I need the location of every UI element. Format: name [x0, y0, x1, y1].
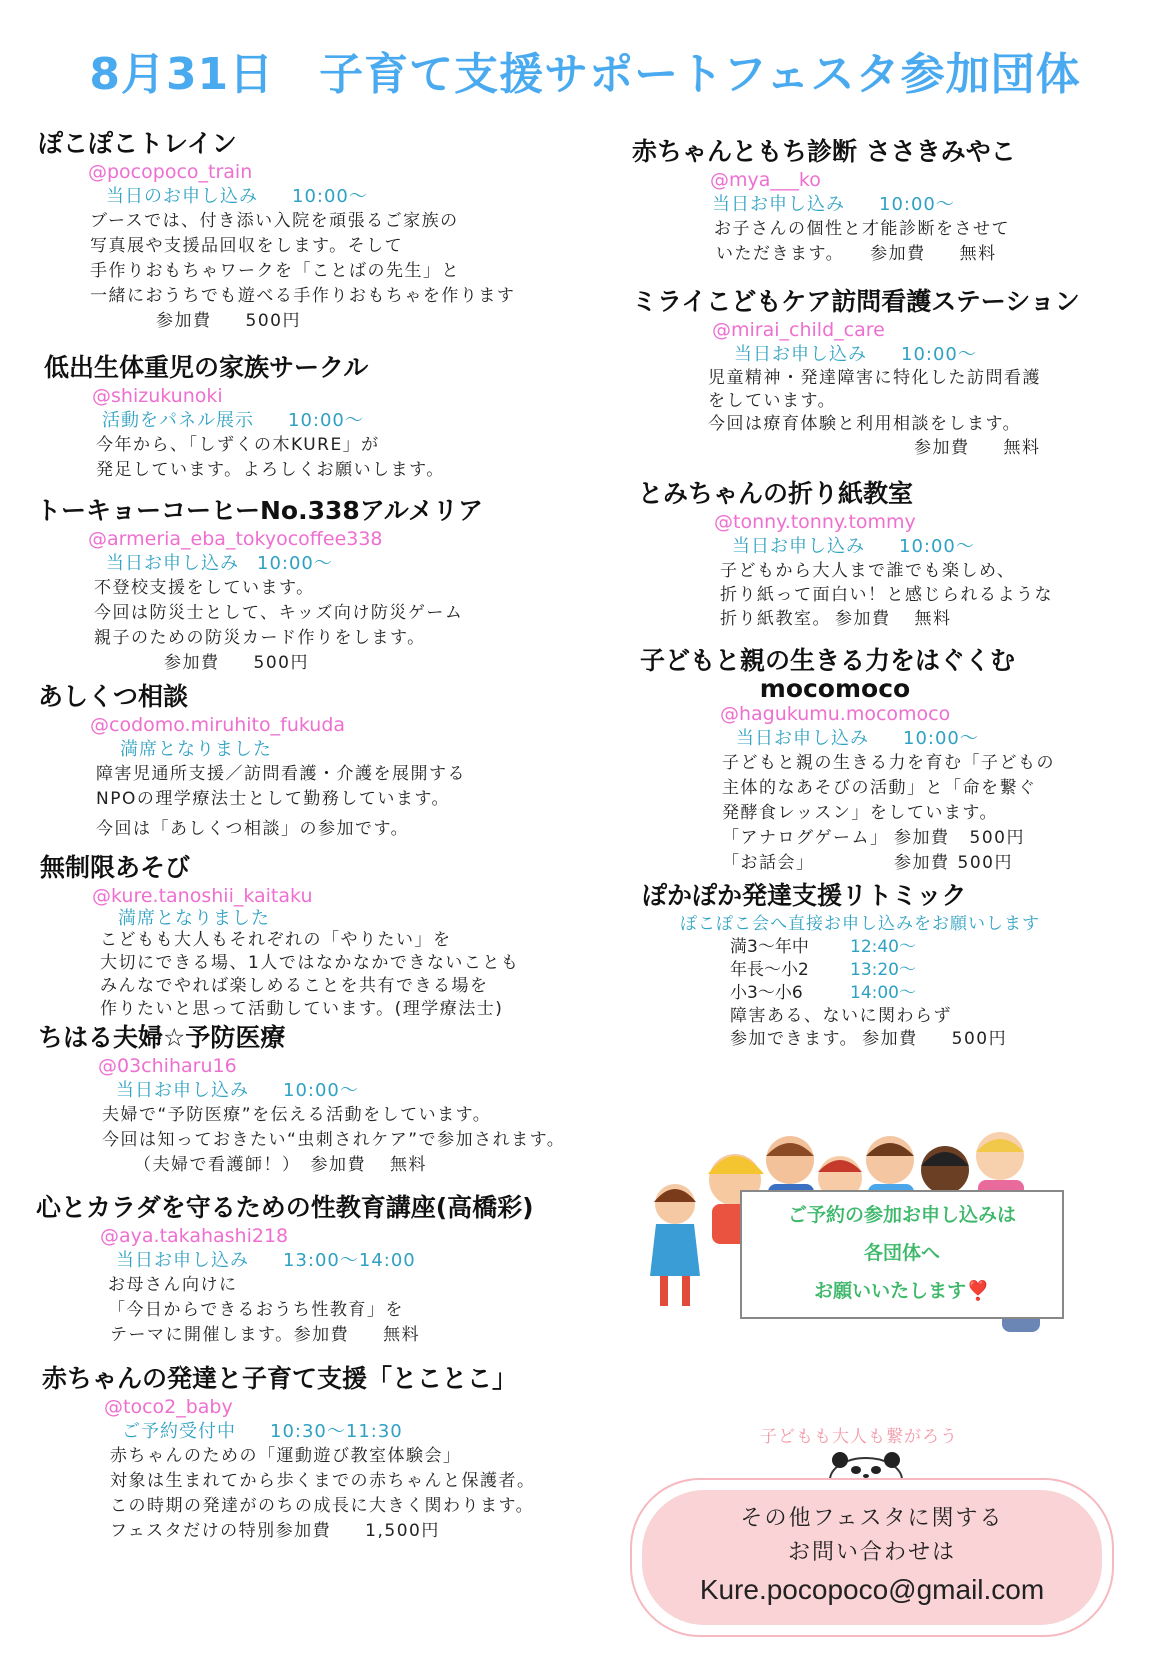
fee: 参加費 500円 — [164, 653, 309, 673]
entry-name: トーキョーコーヒーNo.338アルメリア — [36, 496, 484, 525]
entry-armeria: トーキョーコーヒーNo.338アルメリア @armeria_eba_tokyocoffee338 当日お申し込み 10:00～ 不登校支援をしています。 今回は防災士として、キッズ向け防災ゲーム 親子のための防災カード作りをします。 参加費 500円 — [36, 495, 483, 676]
entry-name: ぽかぽか発達支援リトミック — [642, 881, 967, 910]
fee: 参加できます。 参加費 500円 — [730, 1029, 1008, 1049]
entry-name: 赤ちゃんの発達と子育て支援「とことこ」 — [42, 1364, 518, 1393]
instagram-handle[interactable]: @codomo.miruhito_fukuda — [90, 714, 346, 736]
fee-row: 「お話会」 参加費 500円 — [722, 853, 1013, 873]
entry-chiharu: ちはる夫婦☆予防医療 @03chiharu16 当日お申し込み 10:00～ 夫婦で“予防医療”を伝える活動をしています。 今回は知っておきたい“虫刺されケア”で参加されます。 （夫婦で看護師！） 参加費 無料 — [38, 1022, 565, 1178]
instagram-handle[interactable]: @mya___ko — [710, 169, 821, 191]
instagram-handle[interactable]: @kure.tanoshii_kaitaku — [92, 885, 313, 907]
fee: フェスタだけの特別参加費 1,500円 — [110, 1521, 440, 1541]
entry-mochi-shindan: 赤ちゃんともち診断 ささきみやこ @mya___ko 当日お申し込み 10:00～ お子さんの個性と才能診断をさせて いただきます。 参加費 無料 — [632, 136, 1016, 267]
contact-line: お問い合わせは — [787, 1540, 956, 1565]
schedule: ぽこぽこ会へ直接お申し込みをお願いします — [680, 914, 1040, 934]
entry-origami: とみちゃんの折り紙教室 @tonny.tonny.tommy 当日お申し込み 10:00～ 子どもから大人まで誰でも楽しめ、 折り紙って面白い！と感じられるような 折り紙教室。 参加費 無料 — [638, 478, 1053, 632]
entry-ashikutsu: あしくつ相談 @codomo.miruhito_fukuda 満席となりました 障害児通所支援／訪問看護・介護を展開する NPOの理学療法士として勤務しています。 今回は「あしくつ相談」の参加です。 — [38, 682, 466, 839]
entry-museigen-asobi: 無制限あそび @kure.tanoshii_kaitaku 満席となりました こどもも大人もそれぞれの「やりたい」を 大切にできる場、1人ではなかなかできないことも みんなでやれば楽しめることを共有できる場を 作りたいと思って活動しています。(理学療法士) — [40, 853, 520, 1019]
entry-tokotoko: 赤ちゃんの発達と子育て支援「とことこ」 @toco2_baby ご予約受付中 10:30～11:30 赤ちゃんのための「運動遊び教室体験会」 対象は生まれてから歩くまでの赤ちゃんと保護者。 この時期の発達がのちの成長に大きく関わります。 フェスタだけの特別参加費 1,500円 — [42, 1363, 536, 1544]
tagline: 子どもも大人も繋がろう — [760, 1427, 958, 1447]
time-slot: 年長～小2 13:20～ — [730, 960, 916, 980]
entry-name: 心とカラダを守るための性教育講座(高橋彩) — [36, 1193, 534, 1222]
schedule: 満席となりました — [120, 739, 272, 760]
contact-email[interactable]: Kure.pocopoco@gmail.com — [699, 1574, 1045, 1605]
schedule: 当日お申し込み 10:00～ — [734, 344, 977, 365]
entry-name: とみちゃんの折り紙教室 — [638, 479, 914, 508]
schedule: 当日お申し込み 10:00～ — [736, 728, 979, 749]
sign-line: 各団体へ — [863, 1242, 940, 1264]
instagram-handle[interactable]: @shizukunoki — [92, 385, 223, 407]
entry-name-line2: mocomoco — [759, 674, 911, 703]
entry-name: ぽこぽこトレイン — [38, 129, 237, 158]
contact-line: その他フェスタに関する — [740, 1506, 1004, 1531]
instagram-handle[interactable]: @tonny.tonny.tommy — [714, 511, 916, 533]
schedule: 満席となりました — [118, 908, 270, 929]
schedule: 当日お申し込み 10:00～ — [712, 194, 955, 215]
time-slot: 満3～年中 12:40～ — [730, 937, 916, 957]
entry-name: 無制限あそび — [40, 853, 191, 882]
fee: 折り紙教室。 参加費 無料 — [720, 609, 952, 629]
fee-row: 「アナログゲーム」 参加費 500円 — [722, 828, 1025, 848]
schedule: 当日お申し込み 13:00～14:00 — [116, 1250, 416, 1271]
reservation-sign — [740, 1190, 1064, 1319]
entry-shizukunoki: 低出生体重児の家族サークル @shizukunoki 活動をパネル展示 10:00～ 今年から、「しずくの木KURE」が 発足しています。よろしくお願いします。 — [44, 353, 445, 480]
fee: 参加費 無料 — [914, 438, 1041, 458]
instagram-handle[interactable]: @aya.takahashi218 — [100, 1225, 289, 1247]
panda-icon — [826, 1446, 906, 1482]
entry-name: ミライこどもケア訪問看護ステーション — [632, 287, 1080, 316]
fee: テーマに開催します。参加費 無料 — [110, 1325, 421, 1345]
schedule: 当日お申し込み 10:00～ — [106, 553, 333, 574]
sign-line: ご予約の参加お申し込みは — [787, 1204, 1016, 1226]
instagram-handle[interactable]: @pocopoco_train — [88, 161, 253, 183]
fee: いただきます。 参加費 無料 — [716, 244, 997, 264]
entry-name: 子どもと親の生きる力をはぐくむ — [640, 646, 1016, 675]
instagram-handle[interactable]: @armeria_eba_tokyocoffee338 — [88, 528, 383, 550]
page-title: 8月31日 子育て支援サポートフェスタ参加団体 — [89, 49, 1081, 100]
schedule: 活動をパネル展示 10:00～ — [102, 410, 364, 431]
instagram-handle[interactable]: @mirai_child_care — [712, 319, 885, 341]
sign-line: お願いいたします❣️ — [814, 1280, 990, 1302]
entry-mocomoco: 子どもと親の生きる力をはぐくむ mocomoco @hagukumu.mocomoco 当日お申し込み 10:00～ 子どもと親の生きる力を育む「子どもの 主体的なあそびの活動」と「命を繋ぐ 発酵食レッスン」をしています。 「アナログゲーム」 参加費 500円 「お話会」 参加費 500円 — [640, 646, 1055, 876]
entry-name: あしくつ相談 — [38, 682, 189, 711]
entry-pokapoka-rhythmic: ぽかぽか発達支援リトミック ぽこぽこ会へ直接お申し込みをお願いします 満3～年中 12:40～ 年長～小2 13:20～ 小3～小6 14:00～ 障害ある、ないに関わらず 参加できます。 参加費 500円 — [642, 880, 1040, 1052]
instagram-handle[interactable]: @hagukumu.mocomoco — [720, 703, 951, 725]
contact-box — [630, 1478, 1114, 1637]
schedule: 当日のお申し込み 10:00～ — [106, 186, 368, 207]
schedule: ご予約受付中 10:30～11:30 — [122, 1421, 403, 1442]
entry-mirai-child-care: ミライこどもケア訪問看護ステーション @mirai_child_care 当日お申し込み 10:00～ 児童精神・発達障害に特化した訪問看護 をしています。 今回は療育体験と利用相談をします。 参加費 無料 — [632, 286, 1080, 461]
fee: 参加費 500円 — [156, 311, 301, 331]
fee: （夫婦で看護師！） 参加費 無料 — [134, 1155, 427, 1175]
time-slot: 小3～小6 14:00～ — [730, 983, 916, 1003]
instagram-handle[interactable]: @toco2_baby — [104, 1396, 233, 1418]
schedule: 当日お申し込み 10:00～ — [116, 1080, 359, 1101]
entry-name: 低出生体重児の家族サークル — [44, 353, 369, 382]
girl-illustration — [640, 1180, 710, 1310]
entry-pocopoco-train: ぽこぽこトレイン @pocopoco_train 当日のお申し込み 10:00～ ブースでは、付き添い入院を頑張るご家族の 写真展や支援品回収をします。そして 手作りおもちゃワークを「ことばの先生」と 一緒におうちでも遊べる手作りおもちゃを作ります 参加費 500円 — [38, 128, 515, 334]
schedule: 当日お申し込み 10:00～ — [732, 536, 975, 557]
entry-name: ちはる夫婦☆予防医療 — [38, 1023, 286, 1052]
entry-name: 赤ちゃんともち診断 ささきみやこ — [632, 137, 1016, 166]
entry-seikyouiku: 心とカラダを守るための性教育講座(高橋彩) @aya.takahashi218 当日お申し込み 13:00～14:00 お母さん向けに 「今日からできるおうち性教育」を テーマに開催します。参加費 無料 — [36, 1192, 534, 1348]
instagram-handle[interactable]: @03chiharu16 — [98, 1055, 237, 1077]
